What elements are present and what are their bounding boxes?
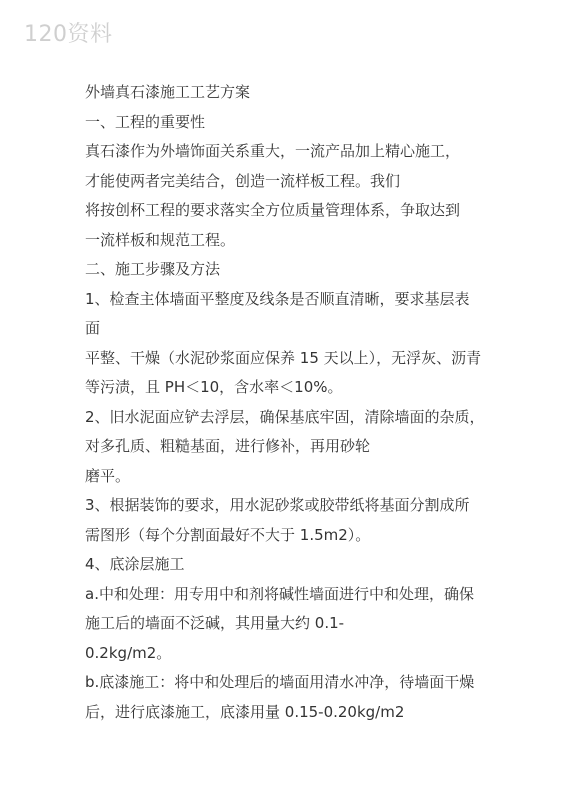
paragraph-line: 施工后的墙面不泛碱，其用量大约 0.1-	[85, 614, 345, 632]
paragraph-line: 等污渍，且 PH＜10，含水率＜10%。	[85, 378, 343, 396]
subsection-heading: 4、底涂层施工	[85, 555, 185, 573]
paragraph-line: 真石漆作为外墙饰面关系重大，一流产品加上精心施工，	[85, 142, 461, 160]
document-title: 外墙真石漆施工工艺方案	[85, 83, 251, 101]
paragraph-line: 平整、干燥（水泥砂浆面应保养 15 天以上），无浮灰、沥青	[85, 348, 482, 367]
paragraph-line: 面	[85, 319, 101, 337]
paragraph-line: 才能使两者完美结合，创造一流样板工程。我们	[85, 171, 401, 190]
paragraph-line: 0.2kg/m2。	[85, 643, 172, 662]
paragraph-line: 需图形（每个分割面最好不大于 1.5m2）。	[85, 525, 371, 544]
paragraph-line: 1、检查主体墙面平整度及线条是否顺直清晰，要求基层表	[85, 289, 470, 308]
watermark: 120资料	[24, 22, 113, 47]
paragraph-line: 一流样板和规范工程。	[85, 230, 236, 249]
paragraph-line: 2、旧水泥面应铲去浮层，确保基底牢固，清除墙面的杂质，	[85, 407, 485, 426]
section-heading: 二、施工步骤及方法	[85, 260, 221, 278]
paragraph-line: b.底漆施工：将中和处理后的墙面用清水冲净，待墙面干燥	[85, 673, 475, 691]
paragraph-line: 后，进行底漆施工，底漆用量 0.15-0.20kg/m2	[85, 702, 405, 721]
section-heading: 一、工程的重要性	[85, 112, 206, 131]
paragraph-line: 磨平。	[85, 466, 131, 485]
paragraph-line: 将按创杯工程的要求落实全方位质量管理体系，争取达到	[85, 201, 461, 219]
paragraph-line: 对多孔质、粗糙基面，进行修补，再用砂轮	[85, 437, 371, 455]
paragraph-line: a.中和处理：用专用中和剂将碱性墙面进行中和处理，确保	[85, 584, 474, 603]
document-body	[85, 78, 505, 727]
paragraph-line: 3、根据装饰的要求，用水泥砂浆或胶带纸将基面分割成所	[85, 496, 470, 514]
